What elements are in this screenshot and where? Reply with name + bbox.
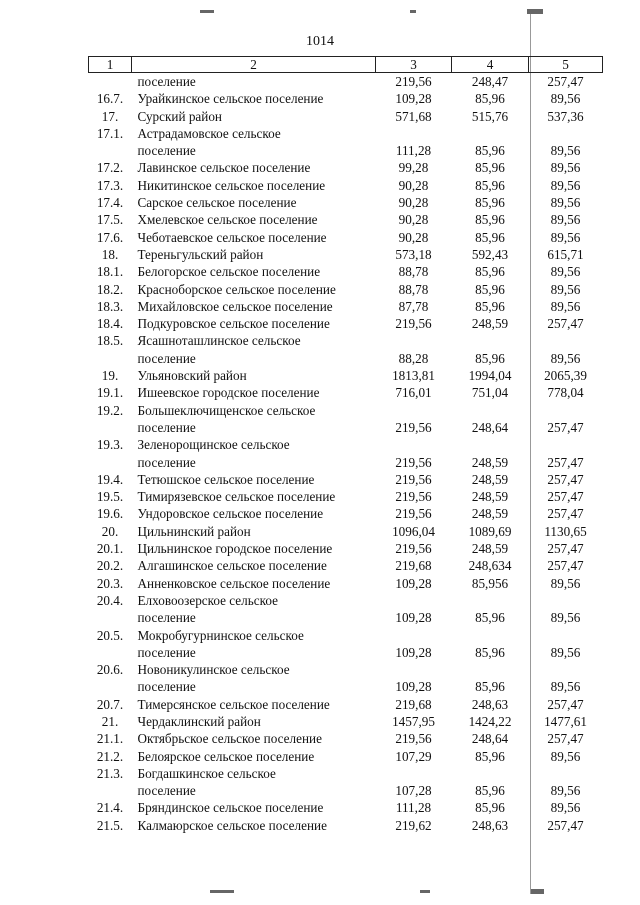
table-row bbox=[89, 108, 603, 125]
row-name: Большеключищенское сельское bbox=[137, 402, 316, 418]
value-col-5: 89,56 bbox=[550, 143, 581, 159]
row-name: Лавинское сельское поселение bbox=[137, 160, 311, 176]
table-row bbox=[89, 471, 603, 488]
value-col-5: 89,56 bbox=[550, 748, 581, 764]
row-number: 18.3. bbox=[96, 298, 124, 314]
value-col-3: 107,29 bbox=[395, 748, 432, 764]
row-number: 20.3. bbox=[96, 575, 124, 591]
value-col-4: 85,96 bbox=[475, 177, 505, 193]
row-number: 16.7. bbox=[96, 91, 124, 107]
value-col-3: 716,01 bbox=[395, 385, 432, 401]
value-col-5: 1477,61 bbox=[544, 713, 587, 729]
row-number: 19. bbox=[101, 368, 119, 384]
value-col-4: 1994,04 bbox=[468, 368, 512, 384]
table-row bbox=[89, 229, 603, 246]
table-row bbox=[89, 696, 603, 713]
table-row bbox=[89, 505, 603, 522]
value-col-5: 257,47 bbox=[547, 817, 584, 833]
value-col-5: 89,56 bbox=[550, 281, 581, 297]
value-col-5: 2065,39 bbox=[544, 368, 587, 384]
table-row bbox=[89, 246, 603, 263]
value-col-4 bbox=[452, 765, 529, 782]
value-col-4: 85,96 bbox=[475, 229, 505, 245]
value-col-5: 257,47 bbox=[547, 74, 584, 89]
value-col-4: 85,96 bbox=[475, 91, 505, 107]
row-name: Калмаюрское сельское поселение bbox=[137, 817, 327, 833]
table-row bbox=[89, 90, 603, 107]
row-number: 21.1. bbox=[96, 731, 124, 747]
value-col-5 bbox=[529, 627, 603, 644]
table-row bbox=[89, 661, 603, 678]
value-col-3: 219,56 bbox=[395, 471, 432, 487]
table-row bbox=[89, 350, 603, 367]
value-col-4: 1424,22 bbox=[468, 713, 512, 729]
row-name: Цильнинское городское поселение bbox=[137, 541, 333, 557]
column-header: 4 bbox=[452, 57, 529, 73]
row-number: 17.5. bbox=[96, 212, 124, 228]
row-number: 21.5. bbox=[96, 817, 124, 833]
value-col-4: 248,63 bbox=[471, 696, 509, 712]
row-name: Мокробугурнинское сельское bbox=[137, 627, 304, 643]
value-col-4: 85,956 bbox=[471, 575, 509, 591]
value-col-3: 219,56 bbox=[395, 541, 432, 557]
table-row bbox=[89, 644, 603, 661]
row-name: Тетюшское сельское поселение bbox=[137, 471, 315, 487]
value-col-4 bbox=[452, 436, 529, 453]
row-number: 17.1. bbox=[96, 125, 124, 141]
row-number: 20.4. bbox=[96, 592, 124, 608]
row-number: 20.7. bbox=[96, 696, 124, 712]
row-number: 19.4. bbox=[96, 471, 124, 487]
row-name: Анненковское сельское поселение bbox=[137, 575, 331, 591]
row-name: Бряндинское сельское поселение bbox=[137, 800, 324, 816]
scan-mark bbox=[530, 889, 544, 894]
table-row bbox=[89, 315, 603, 332]
row-number: 18.5. bbox=[96, 333, 124, 349]
table-row bbox=[89, 557, 603, 574]
row-number: 19.5. bbox=[96, 489, 124, 505]
table-row bbox=[89, 575, 603, 592]
table-row bbox=[89, 678, 603, 695]
row-name: Чеботаевское сельское поселение bbox=[137, 229, 327, 245]
value-col-3: 90,28 bbox=[398, 195, 429, 211]
table-row bbox=[89, 436, 603, 453]
row-name: Ишеевское городское поселение bbox=[137, 385, 320, 401]
table-row bbox=[89, 194, 603, 211]
row-name: Цильнинский район bbox=[137, 523, 251, 539]
value-col-4: 85,96 bbox=[475, 783, 505, 799]
page-number: 1014 bbox=[306, 34, 334, 49]
table-row bbox=[89, 765, 603, 782]
table-row bbox=[89, 627, 603, 644]
value-col-5 bbox=[529, 661, 603, 678]
table-row bbox=[89, 142, 603, 159]
table-row bbox=[89, 419, 603, 436]
value-col-3: 107,28 bbox=[395, 783, 432, 799]
row-number: 19.3. bbox=[96, 437, 124, 453]
value-col-5: 89,56 bbox=[550, 264, 581, 280]
value-col-4: 248,64 bbox=[471, 731, 509, 747]
row-number: 18.1. bbox=[96, 264, 124, 280]
value-col-5: 89,56 bbox=[550, 229, 581, 245]
row-number: 17. bbox=[101, 108, 119, 124]
table-header bbox=[89, 57, 603, 73]
value-col-3 bbox=[376, 436, 452, 453]
scan-mark bbox=[420, 890, 430, 893]
row-number: 20.6. bbox=[96, 662, 124, 678]
row-number: 20.5. bbox=[96, 627, 124, 643]
value-col-5: 257,47 bbox=[547, 558, 584, 574]
value-col-5: 89,56 bbox=[550, 160, 581, 176]
value-col-3 bbox=[376, 402, 452, 419]
value-col-4: 248,59 bbox=[471, 316, 509, 332]
table-row bbox=[89, 817, 603, 834]
value-col-5: 89,56 bbox=[550, 350, 581, 366]
row-number bbox=[89, 454, 132, 471]
table-row bbox=[89, 332, 603, 349]
value-col-3: 219,68 bbox=[395, 558, 432, 574]
table-row bbox=[89, 177, 603, 194]
table-row bbox=[89, 211, 603, 228]
row-number bbox=[89, 678, 132, 695]
row-number: 19.2. bbox=[96, 402, 124, 418]
value-col-5: 257,47 bbox=[547, 419, 584, 435]
value-col-3: 88,78 bbox=[398, 264, 429, 280]
value-col-3: 219,56 bbox=[395, 506, 432, 522]
value-col-4: 1089,69 bbox=[468, 523, 512, 539]
value-col-4 bbox=[452, 592, 529, 609]
value-col-3: 571,68 bbox=[395, 108, 432, 124]
value-col-3: 88,78 bbox=[398, 281, 429, 297]
value-col-5: 89,56 bbox=[550, 212, 581, 228]
value-col-3: 219,68 bbox=[395, 696, 432, 712]
value-col-5: 89,56 bbox=[550, 610, 581, 626]
value-col-3 bbox=[376, 627, 452, 644]
value-col-4: 248,59 bbox=[471, 506, 509, 522]
row-number: 21. bbox=[101, 713, 119, 729]
value-col-5: 257,47 bbox=[547, 489, 584, 505]
value-col-4: 248,64 bbox=[471, 419, 509, 435]
value-col-3: 109,28 bbox=[395, 610, 432, 626]
value-col-4: 248,63 bbox=[471, 817, 509, 833]
row-name: Ясашноташлинское сельское bbox=[137, 333, 301, 349]
value-col-4: 85,96 bbox=[475, 350, 505, 366]
row-number: 17.3. bbox=[96, 177, 124, 193]
row-name: Чердаклинский район bbox=[137, 713, 261, 729]
scan-mark bbox=[410, 10, 416, 13]
column-header: 3 bbox=[376, 57, 452, 73]
value-col-3: 219,56 bbox=[395, 454, 432, 470]
value-col-3 bbox=[376, 661, 452, 678]
value-col-3: 109,28 bbox=[395, 644, 432, 660]
row-name: поселение bbox=[137, 74, 196, 89]
value-col-3: 1096,04 bbox=[392, 523, 435, 539]
value-col-3: 87,78 bbox=[398, 298, 429, 314]
header-row bbox=[89, 57, 603, 73]
row-name: поселение bbox=[137, 419, 196, 435]
row-name: Октябрьское сельское поселение bbox=[137, 731, 322, 747]
value-col-5: 89,56 bbox=[550, 195, 581, 211]
value-col-5 bbox=[529, 765, 603, 782]
value-col-5: 89,56 bbox=[550, 177, 581, 193]
data-table bbox=[88, 56, 603, 834]
value-col-5: 257,47 bbox=[547, 541, 584, 557]
table-row bbox=[89, 609, 603, 626]
value-col-5: 89,56 bbox=[550, 679, 581, 695]
row-name: Ульяновский район bbox=[137, 368, 247, 384]
value-col-4: 85,96 bbox=[475, 800, 505, 816]
value-col-4: 248,59 bbox=[471, 471, 509, 487]
row-number bbox=[89, 609, 132, 626]
row-name: Тереньгульский район bbox=[137, 246, 264, 262]
row-number bbox=[89, 782, 132, 799]
scan-mark bbox=[200, 10, 214, 13]
row-name: Алгашинское сельское поселение bbox=[137, 558, 327, 574]
column-header: 5 bbox=[529, 57, 603, 73]
table-row bbox=[89, 73, 603, 91]
value-col-3: 109,28 bbox=[395, 679, 432, 695]
row-name: поселение bbox=[137, 679, 196, 695]
value-col-4: 85,96 bbox=[475, 195, 505, 211]
value-col-3: 111,28 bbox=[395, 800, 432, 816]
value-col-5 bbox=[529, 402, 603, 419]
value-col-4 bbox=[452, 627, 529, 644]
value-col-5: 778,04 bbox=[547, 385, 584, 401]
value-col-3: 109,28 bbox=[395, 575, 432, 591]
row-name: Богдашкинское сельское bbox=[137, 765, 276, 781]
table-row bbox=[89, 730, 603, 747]
table-row bbox=[89, 488, 603, 505]
value-col-5: 89,56 bbox=[550, 575, 581, 591]
row-name: Ундоровское сельское поселение bbox=[137, 506, 324, 522]
row-number: 20.2. bbox=[96, 558, 124, 574]
table-row bbox=[89, 402, 603, 419]
value-col-4: 248,634 bbox=[468, 558, 512, 574]
value-col-3 bbox=[376, 765, 452, 782]
value-col-5: 257,47 bbox=[547, 696, 584, 712]
row-name: поселение bbox=[137, 610, 196, 626]
value-col-4: 85,96 bbox=[475, 143, 505, 159]
value-col-4: 85,96 bbox=[475, 160, 505, 176]
value-col-4: 592,43 bbox=[471, 246, 509, 262]
value-col-3: 90,28 bbox=[398, 212, 429, 228]
value-col-3: 109,28 bbox=[395, 91, 432, 107]
value-col-5 bbox=[529, 332, 603, 349]
row-name: поселение bbox=[137, 644, 196, 660]
row-number bbox=[89, 644, 132, 661]
row-name: Хмелевское сельское поселение bbox=[137, 212, 318, 228]
value-col-3: 219,56 bbox=[395, 74, 432, 89]
row-name: Сурский район bbox=[137, 108, 222, 124]
table-row bbox=[89, 263, 603, 280]
table-row bbox=[89, 592, 603, 609]
value-col-5: 89,56 bbox=[550, 644, 581, 660]
value-col-3: 1813,81 bbox=[392, 368, 435, 384]
value-col-4 bbox=[452, 125, 529, 142]
value-col-4: 248,47 bbox=[471, 74, 509, 89]
value-col-4: 248,59 bbox=[471, 541, 509, 557]
row-name: поселение bbox=[137, 454, 196, 470]
value-col-4: 85,96 bbox=[475, 281, 505, 297]
row-name: Белогорское сельское поселение bbox=[137, 264, 321, 280]
value-col-5: 257,47 bbox=[547, 454, 584, 470]
value-col-5: 1130,65 bbox=[544, 523, 587, 539]
table-row bbox=[89, 298, 603, 315]
value-col-3: 99,28 bbox=[398, 160, 429, 176]
value-col-4: 85,96 bbox=[475, 212, 505, 228]
row-name: Красноборское сельское поселение bbox=[137, 281, 336, 297]
value-col-3: 111,28 bbox=[395, 143, 432, 159]
value-col-5 bbox=[529, 592, 603, 609]
value-col-4: 85,96 bbox=[475, 748, 505, 764]
column-header: 1 bbox=[89, 57, 132, 73]
value-col-4: 248,59 bbox=[471, 489, 509, 505]
value-col-3: 219,56 bbox=[395, 489, 432, 505]
table-row bbox=[89, 159, 603, 176]
value-col-4: 248,59 bbox=[471, 454, 509, 470]
row-number: 18.4. bbox=[96, 316, 124, 332]
row-number: 21.4. bbox=[96, 800, 124, 816]
value-col-3: 219,56 bbox=[395, 316, 432, 332]
row-name: Новоникулинское сельское bbox=[137, 662, 290, 678]
value-col-5 bbox=[529, 125, 603, 142]
table-row bbox=[89, 748, 603, 765]
value-col-5: 89,56 bbox=[550, 783, 581, 799]
value-col-5: 257,47 bbox=[547, 731, 584, 747]
value-col-4: 515,76 bbox=[471, 108, 509, 124]
table-row bbox=[89, 799, 603, 816]
value-col-5: 89,56 bbox=[550, 298, 581, 314]
value-col-3: 219,56 bbox=[395, 419, 432, 435]
row-number bbox=[89, 419, 132, 436]
value-col-5 bbox=[529, 436, 603, 453]
row-name: Михайловское сельское поселение bbox=[137, 298, 333, 314]
value-col-3: 90,28 bbox=[398, 229, 429, 245]
row-name: Тимирязевское сельское поселение bbox=[137, 489, 336, 505]
row-name: Тимерсянское сельское поселение bbox=[137, 696, 330, 712]
row-name: Зеленорощинское сельское bbox=[137, 437, 290, 453]
row-name: Астрадамовское сельское bbox=[137, 125, 281, 141]
row-name: поселение bbox=[137, 350, 196, 366]
row-number: 17.6. bbox=[96, 229, 124, 245]
row-number: 19.1. bbox=[96, 385, 124, 401]
value-col-4 bbox=[452, 402, 529, 419]
row-name: Елховоозерское сельское bbox=[137, 592, 278, 608]
table-row bbox=[89, 454, 603, 471]
value-col-3: 88,28 bbox=[398, 350, 429, 366]
value-col-5: 257,47 bbox=[547, 316, 584, 332]
value-col-5: 615,71 bbox=[547, 246, 584, 262]
table-row bbox=[89, 782, 603, 799]
table-row bbox=[89, 713, 603, 730]
value-col-4: 85,96 bbox=[475, 610, 505, 626]
row-number: 20.1. bbox=[96, 541, 124, 557]
value-col-4 bbox=[452, 332, 529, 349]
row-name: Подкуровское сельское поселение bbox=[137, 316, 330, 332]
value-col-3 bbox=[376, 592, 452, 609]
row-number: 20. bbox=[101, 523, 119, 539]
table-row bbox=[89, 523, 603, 540]
table-row bbox=[89, 367, 603, 384]
value-col-3: 219,62 bbox=[395, 817, 432, 833]
value-col-4: 85,96 bbox=[475, 679, 505, 695]
row-number: 17.2. bbox=[96, 160, 124, 176]
row-number bbox=[89, 350, 132, 367]
table-row bbox=[89, 384, 603, 401]
row-name: Урайкинское сельское поселение bbox=[137, 91, 324, 107]
row-number: 21.3. bbox=[96, 765, 124, 781]
table-row bbox=[89, 540, 603, 557]
row-number: 19.6. bbox=[96, 506, 124, 522]
value-col-4: 85,96 bbox=[475, 298, 505, 314]
column-header: 2 bbox=[132, 57, 376, 73]
value-col-4: 751,04 bbox=[471, 385, 509, 401]
row-name: Сарское сельское поселение bbox=[137, 195, 297, 211]
row-name: поселение bbox=[137, 143, 196, 159]
value-col-5: 257,47 bbox=[547, 471, 584, 487]
scan-mark bbox=[210, 890, 234, 893]
row-number bbox=[89, 142, 132, 159]
row-number: 21.2. bbox=[96, 748, 124, 764]
table-row bbox=[89, 281, 603, 298]
value-col-5: 537,36 bbox=[547, 108, 584, 124]
row-number: 18. bbox=[101, 246, 119, 262]
value-col-3: 1457,95 bbox=[392, 713, 435, 729]
table-body bbox=[89, 73, 603, 835]
value-col-4: 85,96 bbox=[475, 264, 505, 280]
value-col-4: 85,96 bbox=[475, 644, 505, 660]
value-col-4 bbox=[452, 661, 529, 678]
value-col-3: 219,56 bbox=[395, 731, 432, 747]
value-col-3 bbox=[376, 332, 452, 349]
value-col-5: 89,56 bbox=[550, 800, 581, 816]
row-name: Никитинское сельское поселение bbox=[137, 177, 326, 193]
row-number bbox=[89, 73, 132, 91]
value-col-5: 89,56 bbox=[550, 91, 581, 107]
table-row bbox=[89, 125, 603, 142]
row-number: 18.2. bbox=[96, 281, 124, 297]
row-name: Белоярское сельское поселение bbox=[137, 748, 315, 764]
row-number: 17.4. bbox=[96, 195, 124, 211]
value-col-3 bbox=[376, 125, 452, 142]
value-col-5: 257,47 bbox=[547, 506, 584, 522]
value-col-3: 90,28 bbox=[398, 177, 429, 193]
row-name: поселение bbox=[137, 783, 196, 799]
value-col-3: 573,18 bbox=[395, 246, 432, 262]
